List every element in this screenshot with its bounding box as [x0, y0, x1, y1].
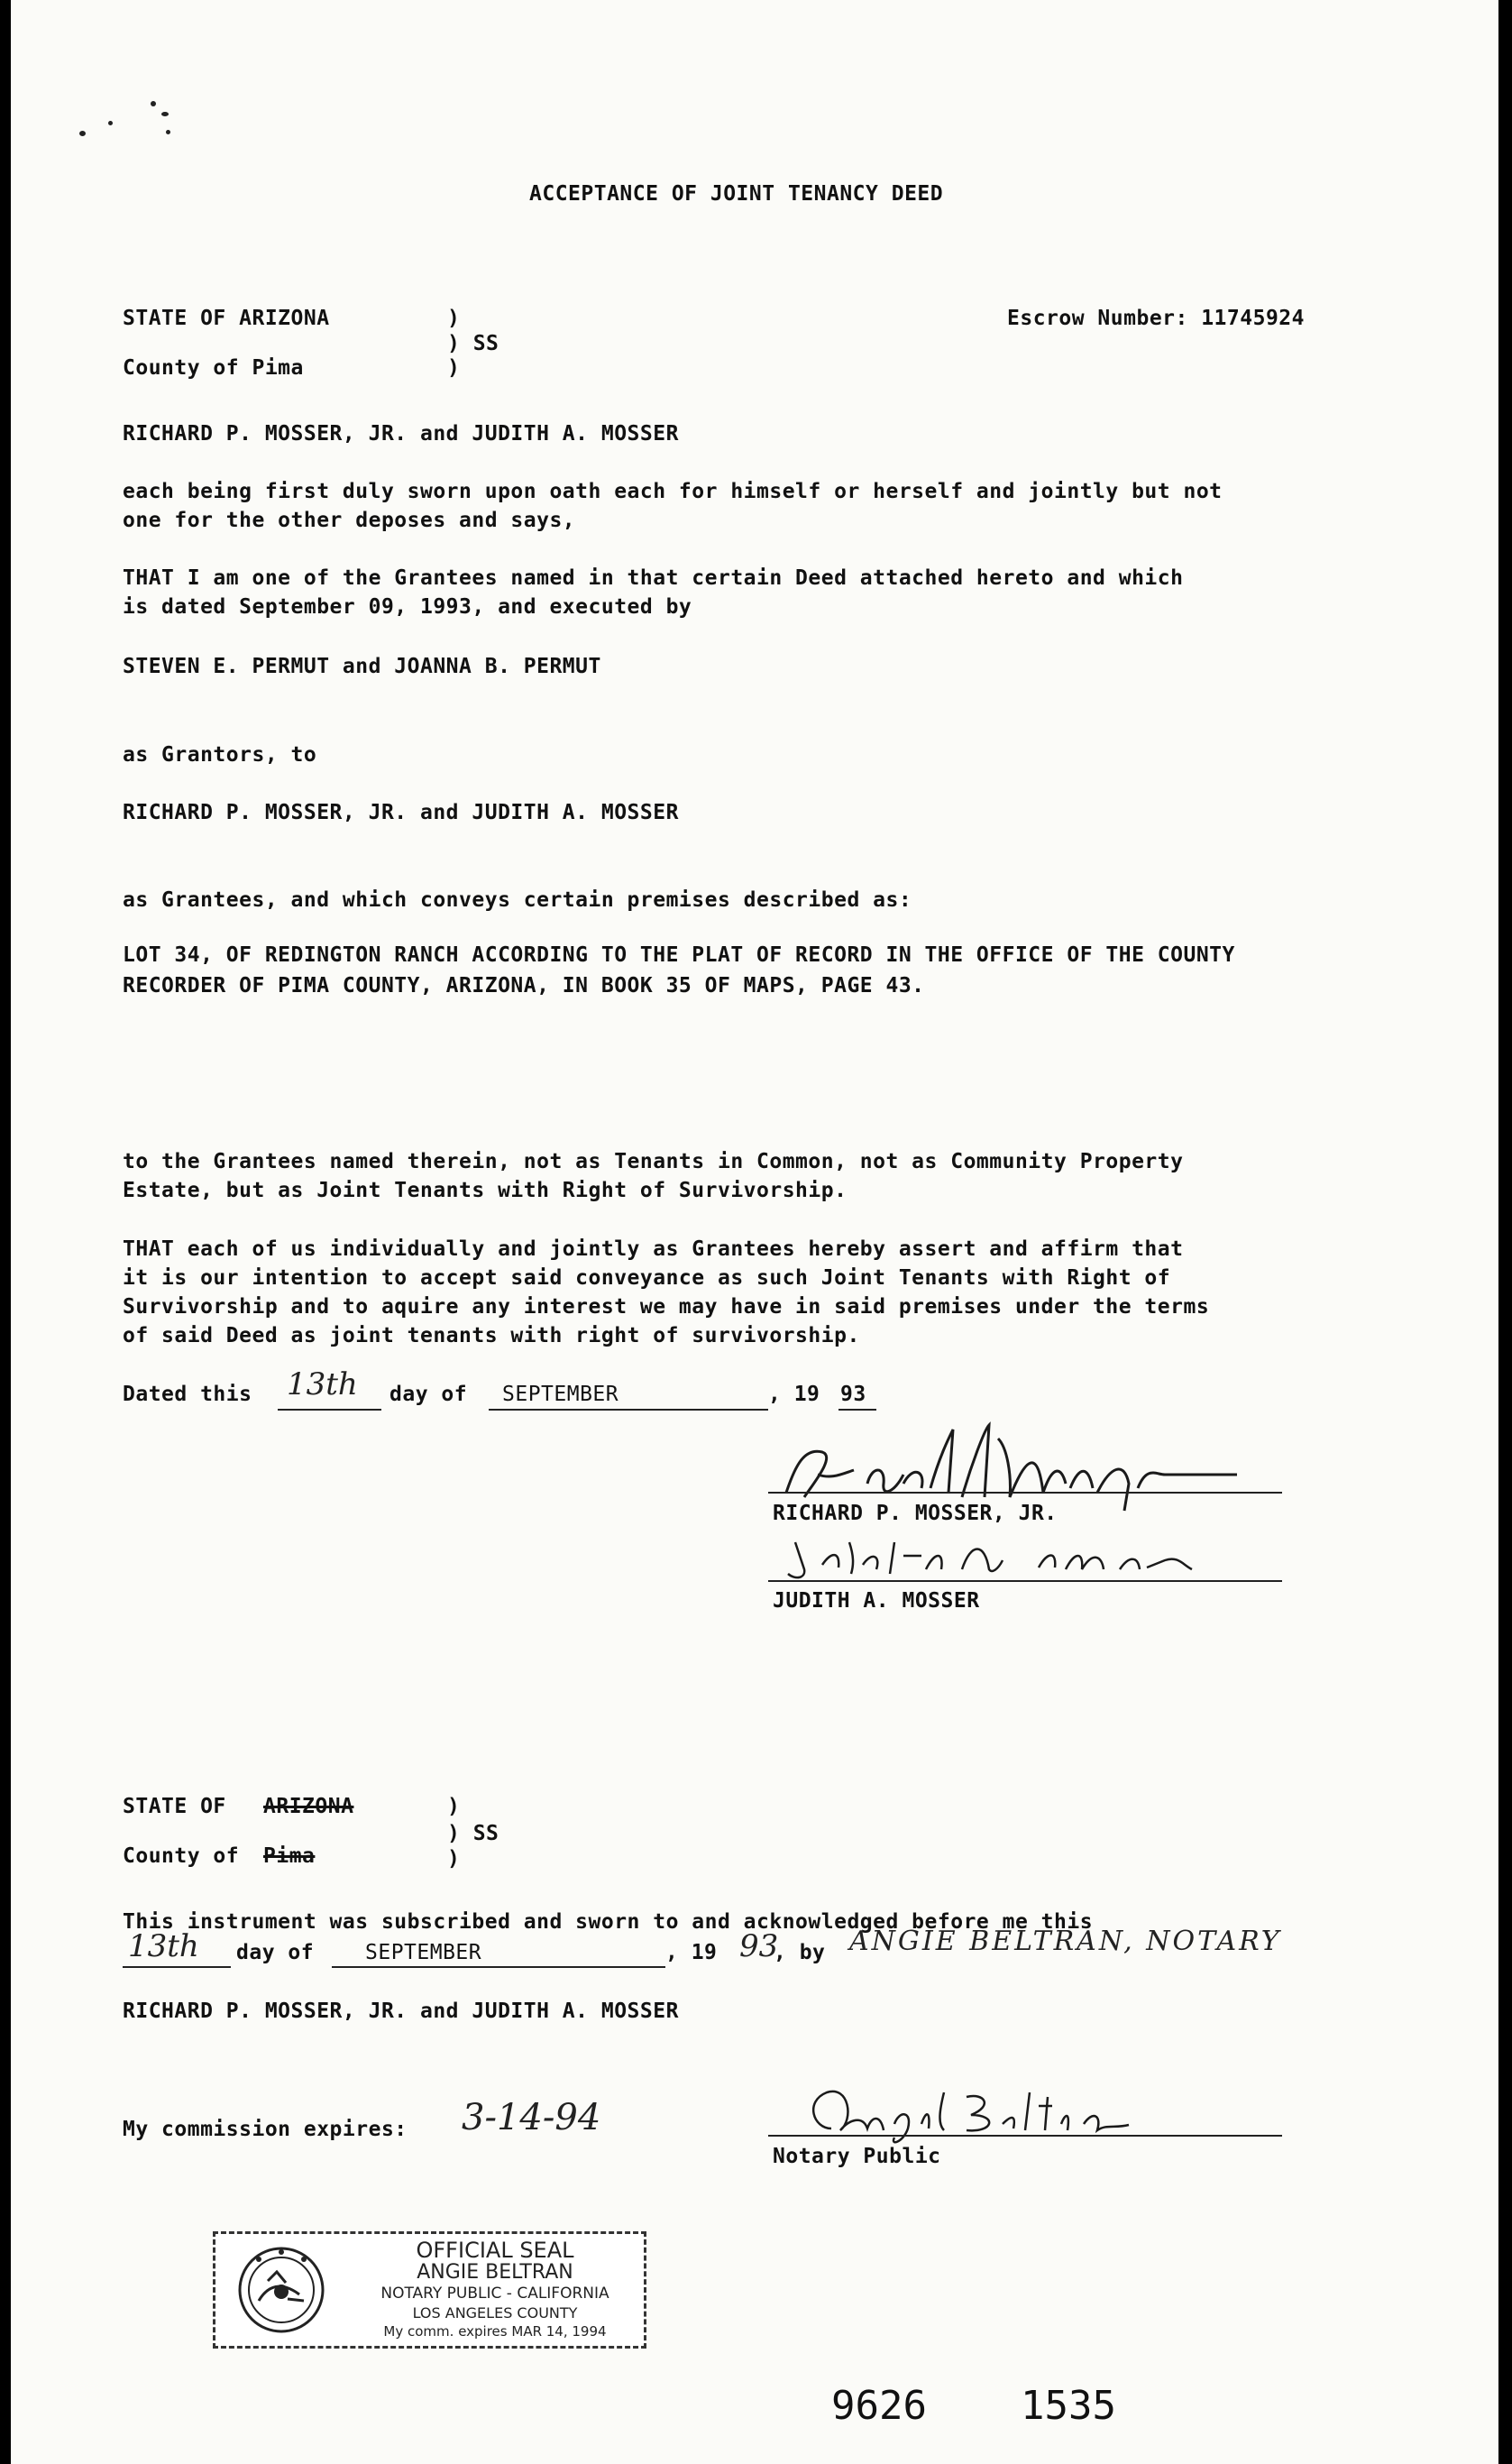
grantors-names: STEVEN E. PERMUT and JOANNA B. PERMUT: [123, 655, 601, 678]
grantee-statement-line: THAT I am one of the Grantees named in that certain Deed attached hereto and which: [123, 566, 1184, 590]
grantees-names: RICHARD P. MOSSER, JR. and JUDITH A. MOSSER: [123, 801, 679, 824]
affiants-line: RICHARD P. MOSSER, JR. and JUDITH A. MOSSER: [123, 422, 679, 446]
scan-speck: [161, 112, 169, 116]
venue-county: County of Pima: [123, 356, 304, 380]
notary-day-of: day of: [236, 1941, 315, 1964]
signatory-first-name: RICHARD P. MOSSER, JR.: [773, 1502, 1058, 1525]
signature-line-2: [768, 1580, 1282, 1582]
notary-by-name-handwritten: ANGIE BELTRAN, NOTARY: [849, 1926, 1282, 1957]
grantee-statement-line: is dated September 09, 1993, and executed by: [123, 595, 692, 619]
scan-speck: [108, 121, 113, 125]
seal-name: ANGIE BELTRAN: [417, 2261, 573, 2284]
seal-line4: LOS ANGELES COUNTY: [412, 2304, 578, 2321]
tenancy-clause-line: Estate, but as Joint Tenants with Right of Survivorship.: [123, 1179, 848, 1202]
venue2-state-struck: ARIZONA: [263, 1795, 354, 1818]
dated-year-underline: [838, 1409, 876, 1411]
venue-state: STATE OF ARIZONA: [123, 307, 330, 330]
scan-speck: [166, 130, 170, 134]
affirmation-line: it is our intention to accept said conveyance as such Joint Tenants with Right of: [123, 1266, 1171, 1290]
notary-day-underline: [123, 1966, 231, 1968]
notary-by: , by: [774, 1941, 826, 1964]
oath-line: one for the other deposes and says,: [123, 509, 576, 532]
notary-signature-line: [768, 2135, 1282, 2137]
escrow-number: Escrow Number: 11745924: [1007, 307, 1305, 330]
dated-month-underline: [489, 1409, 768, 1411]
scan-speck: [151, 101, 156, 106]
venue-ss: ) SS: [447, 332, 499, 355]
affirmation-line: Survivorship and to aquire any interest we may have in said premises under the terms: [123, 1295, 1210, 1319]
venue-paren: ): [447, 356, 461, 380]
affirmation-line: of said Deed as joint tenants with right of survivorship.: [123, 1324, 860, 1347]
notary-statement-line: This instrument was subscribed and sworn to and acknowledged before me this: [123, 1910, 1094, 1934]
tenancy-clause-line: to the Grantees named therein, not as Tenants in Common, not as Community Property: [123, 1150, 1184, 1173]
seal-line3: NOTARY PUBLIC - CALIFORNIA: [380, 2285, 609, 2303]
dated-year-prefix: , 19: [768, 1383, 820, 1406]
commission-label: My commission expires:: [123, 2118, 408, 2141]
california-seal-emblem-icon: [232, 2245, 331, 2335]
notary-affiants: RICHARD P. MOSSER, JR. and JUDITH A. MOSSER: [123, 2000, 679, 2023]
notary-year-handwritten: 93: [739, 1928, 779, 1964]
dated-day-underline: [278, 1409, 381, 1411]
scan-speck: [79, 131, 86, 136]
official-notary-seal: [213, 2231, 646, 2349]
signature-angie-beltran: [777, 2074, 1210, 2156]
as-grantees: as Grantees, and which conveys certain premises described as:: [123, 888, 912, 912]
signatory-second-name: JUDITH A. MOSSER: [773, 1589, 980, 1613]
venue2-county-prefix: County of: [123, 1844, 240, 1868]
signature-line-1: [768, 1492, 1282, 1494]
notary-day-handwritten: 13th: [128, 1928, 199, 1964]
venue2-state-prefix: STATE OF: [123, 1795, 226, 1818]
notary-month-underline: [332, 1966, 665, 1968]
notary-year-prefix: , 19: [665, 1941, 718, 1964]
document-title: ACCEPTANCE OF JOINT TENANCY DEED: [529, 182, 944, 206]
venue2-ss: ) SS: [447, 1822, 499, 1845]
document-number-page: 1535: [1021, 2383, 1116, 2429]
notary-month: SEPTEMBER: [365, 1941, 482, 1964]
venue2-paren: ): [447, 1847, 461, 1871]
seal-title: OFFICIAL SEAL: [416, 2238, 574, 2263]
dated-day-of: day of: [389, 1383, 468, 1406]
legal-description-line: RECORDER OF PIMA COUNTY, ARIZONA, IN BOOK 35 OF MAPS, PAGE 43.: [123, 974, 925, 998]
affirmation-line: THAT each of us individually and jointly as Grantees hereby assert and affirm that: [123, 1237, 1184, 1261]
dated-prefix: Dated this: [123, 1383, 252, 1406]
legal-description-line: LOT 34, OF REDINGTON RANCH ACCORDING TO THE PLAT OF RECORD IN THE OFFICE OF THE COUNTY: [123, 943, 1235, 967]
dated-day-handwritten: 13th: [287, 1366, 358, 1402]
as-grantors: as Grantors, to: [123, 743, 317, 767]
oath-line: each being first duly sworn upon oath each for himself or herself and jointly but not: [123, 480, 1223, 503]
document-number-book: 9626: [831, 2383, 927, 2429]
document-page: [11, 0, 1498, 2464]
commission-date-handwritten: 3-14-94: [462, 2097, 601, 2138]
venue2-county-struck: Pima: [263, 1844, 316, 1868]
venue2-paren: ): [447, 1795, 461, 1818]
signature-judith-mosser: [768, 1524, 1291, 1587]
dated-month: SEPTEMBER: [502, 1383, 619, 1406]
venue-paren: ): [447, 307, 461, 330]
dated-year: 93: [840, 1383, 866, 1406]
notary-public-label: Notary Public: [773, 2145, 941, 2168]
seal-line5: My comm. expires MAR 14, 1994: [383, 2323, 607, 2340]
